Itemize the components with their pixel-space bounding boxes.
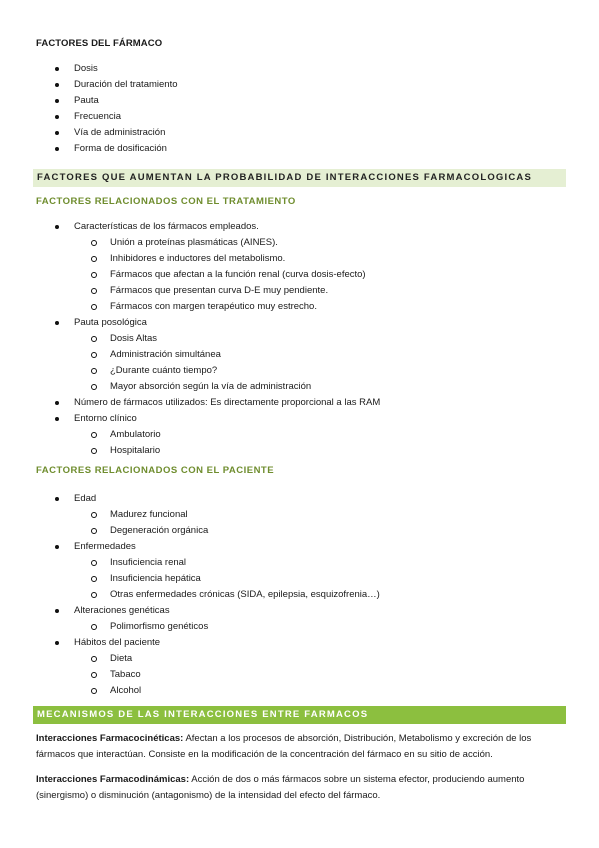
sub-list-item: Fármacos que afectan a la función renal (curva dosis-efecto)	[0, 267, 380, 283]
list-item: Alteraciones genéticas	[0, 603, 380, 619]
paciente-list	[0, 491, 380, 699]
sub-list-item: Dosis Altas	[0, 331, 380, 347]
sub-list-item: Dieta	[0, 651, 380, 667]
paciente-heading: FACTORES RELACIONADOS CON EL PACIENTE	[36, 465, 275, 476]
section-band-mecanismos: MECANISMOS DE LAS INTERACCIONES ENTRE FARMACOS	[33, 706, 566, 724]
list-item: Número de fármacos utilizados: Es directamente proporcional a las RAM	[0, 395, 380, 411]
tratamiento-heading: FACTORES RELACIONADOS CON EL TRATAMIENTO	[36, 196, 296, 207]
sub-list-item: ¿Durante cuánto tiempo?	[0, 363, 380, 379]
list-item: Hábitos del paciente	[0, 635, 380, 651]
sub-list-item: Otras enfermedades crónicas (SIDA, epilepsia, esquizofrenia…)	[0, 587, 380, 603]
sub-list-item: Madurez funcional	[0, 507, 380, 523]
section-band-interacciones: FACTORES QUE AUMENTAN LA PROBABILIDAD DE INTERACCIONES FARMACOLOGICAS	[33, 169, 566, 187]
list-item: Características de los fármacos empleados.	[0, 219, 380, 235]
sub-list-item: Fármacos con margen terapéutico muy estrecho.	[0, 299, 380, 315]
list-item: Pauta posológica	[0, 315, 380, 331]
sub-list-item: Polimorfismo genéticos	[0, 619, 380, 635]
sub-list-item: Inhibidores e inductores del metabolismo.	[0, 251, 380, 267]
farmacocineticas-text: Afectan a los procesos de absorción, Distribución, Metabolismo y excreción de los fármacos que interactúan. Consiste en la modificación de la concentración del fármaco en su sitio de acción.	[36, 733, 532, 760]
sub-list-item: Mayor absorción según la vía de administración	[0, 379, 380, 395]
sub-list-item: Administración simultánea	[0, 347, 380, 363]
sub-list-item: Degeneración orgánica	[0, 523, 380, 539]
factores-farmaco-heading: FACTORES DEL FÁRMACO	[36, 38, 163, 49]
list-item: Enfermedades	[0, 539, 380, 555]
farmacodinamicas-text: Acción de dos o más fármacos sobre un sistema efector, produciendo aumento (sinergismo) o disminución (antagonismo) de la intensidad del efecto del fármaco.	[36, 774, 525, 801]
farmacodinamicas-term: Interacciones Farmacodinámicas:	[36, 774, 190, 785]
list-item: Dosis	[0, 61, 178, 77]
list-item: Entorno clínico	[0, 411, 380, 427]
sub-list-item: Insuficiencia hepática	[0, 571, 380, 587]
sub-list-item: Fármacos que presentan curva D-E muy pendiente.	[0, 283, 380, 299]
sub-list-item: Tabaco	[0, 667, 380, 683]
factores-farmaco-list	[0, 61, 178, 157]
farmacodinamicas-paragraph	[36, 772, 563, 804]
sub-list-item: Unión a proteínas plasmáticas (AINES).	[0, 235, 380, 251]
list-item: Duración del tratamiento	[0, 77, 178, 93]
sub-list-item: Alcohol	[0, 683, 380, 699]
farmacocineticas-term: Interacciones Farmacocinéticas:	[36, 733, 184, 744]
sub-list-item: Insuficiencia renal	[0, 555, 380, 571]
tratamiento-list	[0, 219, 380, 459]
list-item: Vía de administración	[0, 125, 178, 141]
list-item: Frecuencia	[0, 109, 178, 125]
list-item: Forma de dosificación	[0, 141, 178, 157]
farmacocineticas-paragraph	[36, 731, 563, 763]
sub-list-item: Hospitalario	[0, 443, 380, 459]
list-item: Pauta	[0, 93, 178, 109]
list-item: Edad	[0, 491, 380, 507]
sub-list-item: Ambulatorio	[0, 427, 380, 443]
